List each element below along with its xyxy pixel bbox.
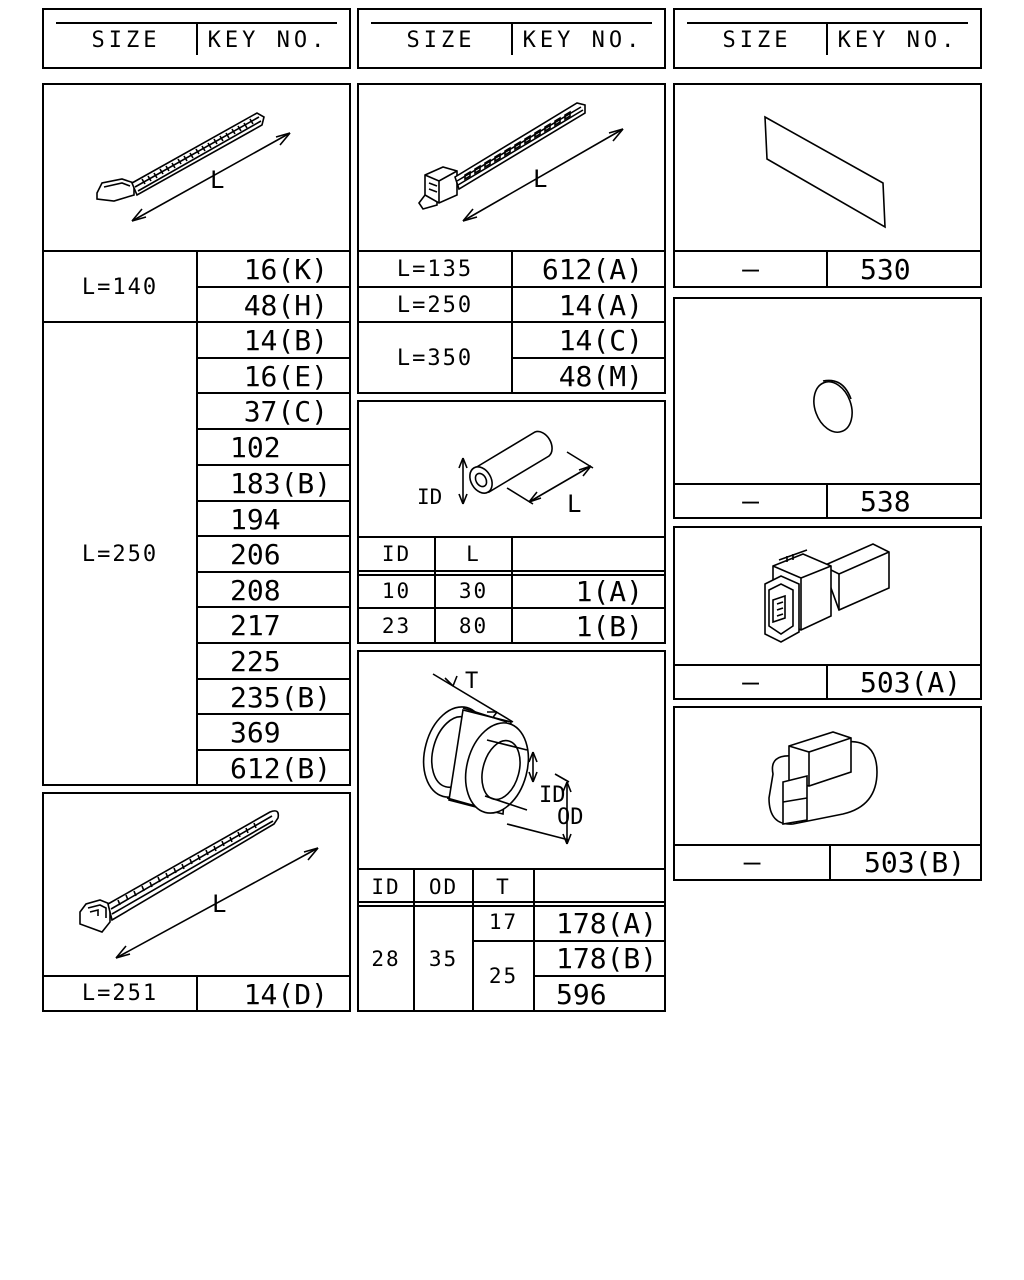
grommet-col-id: ID <box>371 875 401 899</box>
tube-dim-id: ID <box>417 485 443 509</box>
key-538: 538 <box>860 485 911 518</box>
header-1-key-label: KEY NO. <box>207 28 329 53</box>
rule <box>533 975 666 977</box>
grommet-t-25: 25 <box>488 964 519 988</box>
key-178a: 178(A) <box>556 907 658 940</box>
grommet-od-35: 35 <box>428 947 459 971</box>
rule <box>533 868 535 1012</box>
header-2-key-label: KEY NO. <box>522 28 644 53</box>
key-612a: 612(A) <box>541 253 643 286</box>
key-16k: 16(K) <box>243 253 328 286</box>
header-3-size-label: SIZE <box>722 28 792 53</box>
key-48m: 48(M) <box>558 360 643 393</box>
key-14c: 14(C) <box>558 324 643 357</box>
grommet-col-t: T <box>496 875 511 899</box>
key-206: 206 <box>230 538 281 571</box>
grommet-t-17: 17 <box>488 910 519 934</box>
key-14d: 14(D) <box>243 978 328 1011</box>
grommet-table-top <box>357 868 666 870</box>
pad-size-dash: — <box>742 252 759 285</box>
key-225: 225 <box>230 645 281 678</box>
cable-tie-drawing <box>42 83 351 251</box>
size-l251: L=251 <box>81 981 159 1006</box>
connector-b-table-divider <box>829 844 831 881</box>
long-tie-drawing <box>42 792 351 975</box>
mount-tie-drawing <box>357 83 666 251</box>
connector-a-table-divider <box>826 664 828 700</box>
rule <box>196 357 351 359</box>
key-1a: 1(A) <box>575 575 643 608</box>
rule <box>196 428 351 430</box>
key-369: 369 <box>230 716 281 749</box>
grommet-dim-id: ID <box>539 783 566 808</box>
rule <box>357 901 666 903</box>
size-l250: L=250 <box>81 542 159 567</box>
size-l140: L=140 <box>81 275 159 300</box>
key-235b: 235(B) <box>230 681 332 714</box>
key-612b: 612(B) <box>230 752 332 785</box>
disc-table-divider <box>826 483 828 519</box>
long-tie-dim-label: L <box>212 890 227 918</box>
key-178b: 178(B) <box>556 942 658 975</box>
grommet-dim-t: T <box>465 669 479 694</box>
rule <box>196 749 351 751</box>
rule <box>196 642 351 644</box>
rule <box>196 286 351 288</box>
grommet-drawing <box>357 650 666 868</box>
rule <box>511 357 666 359</box>
tube-l-30: 30 <box>458 579 489 603</box>
tube-id-23: 23 <box>381 614 412 638</box>
disc-size-dash: — <box>742 484 759 517</box>
tube-id-10: 10 <box>381 579 412 603</box>
disc-drawing <box>673 297 982 483</box>
grommet-col-od: OD <box>428 875 459 899</box>
key-16e: 16(E) <box>243 360 328 393</box>
header-2-size-label: SIZE <box>406 28 476 53</box>
rule <box>196 500 351 502</box>
tube-drawing <box>357 400 666 536</box>
tube-dim-l: L <box>567 490 582 518</box>
key-14a: 14(A) <box>558 289 643 322</box>
key-208: 208 <box>230 574 281 607</box>
pad-table-divider <box>826 250 828 288</box>
size-l135: L=135 <box>396 257 474 282</box>
key-596: 596 <box>556 978 607 1011</box>
size-l350: L=350 <box>396 346 474 371</box>
key-530: 530 <box>860 253 911 286</box>
rule <box>357 286 666 288</box>
header-1-size-label: SIZE <box>91 28 161 53</box>
mount-tie-dim-label: L <box>533 165 548 193</box>
key-37c: 37(C) <box>243 395 328 428</box>
tube-l-80: 80 <box>458 614 489 638</box>
pad-drawing <box>673 83 982 251</box>
tube-col-l: L <box>466 542 481 566</box>
key-1b: 1(B) <box>575 610 643 643</box>
tube-col-id: ID <box>381 542 412 566</box>
size-l250-mount: L=250 <box>396 293 474 318</box>
key-183b: 183(B) <box>230 467 332 500</box>
connector-b-drawing <box>673 706 982 844</box>
header-3-key-label: KEY NO. <box>837 28 959 53</box>
grommet-id-28: 28 <box>371 947 401 971</box>
rule <box>196 464 351 466</box>
key-48h: 48(H) <box>243 289 328 322</box>
key-503b: 503(B) <box>864 846 966 879</box>
cable-tie-dim-label: L <box>210 166 225 194</box>
rule <box>196 678 351 680</box>
grommet-dim-od: OD <box>557 805 584 830</box>
key-217: 217 <box>230 609 281 642</box>
connector-a-drawing <box>673 526 982 664</box>
connector-b-size-dash: — <box>743 845 761 878</box>
key-194: 194 <box>230 503 281 536</box>
key-503a: 503(A) <box>860 666 962 699</box>
connector-a-size-dash: — <box>742 665 759 698</box>
key-102: 102 <box>230 431 281 464</box>
key-14b: 14(B) <box>243 324 328 357</box>
rule <box>196 571 351 573</box>
